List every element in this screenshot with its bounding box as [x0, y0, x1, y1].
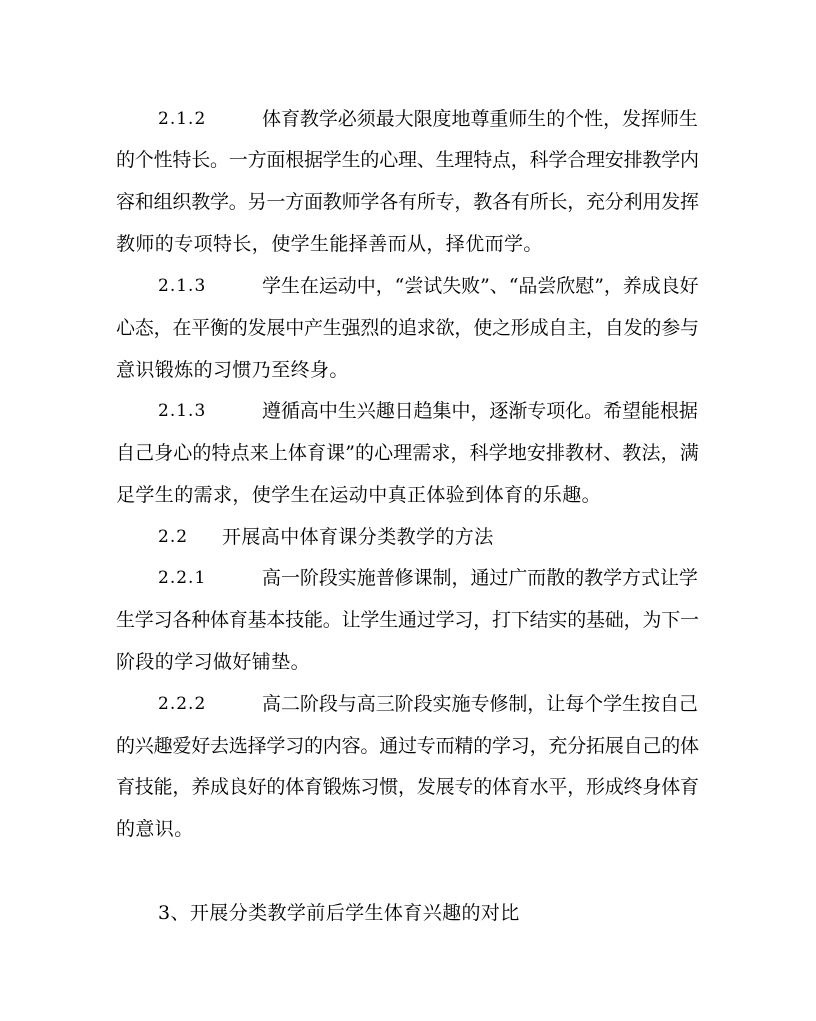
section-heading: 3、开展分类教学前后学生体育兴趣的对比: [158, 902, 520, 924]
paragraph-number: 2.1.3: [158, 276, 207, 296]
paragraph-line: 的兴趣爱好去选择学习的内容。通过专而精的学习，充分拓展自己的体: [116, 735, 699, 757]
paragraph-line: 高二阶段与高三阶段实施专修制，让每个学生按自己: [262, 693, 698, 715]
paragraph-line: 容和组织教学。另一方面教师学各有所专，教各有所长，充分利用发挥: [116, 191, 699, 213]
paragraph-line: 学生在运动中，“尝试失败”、“品尝欣慰”，养成良好: [262, 275, 699, 297]
paragraph-line: 教师的专项特长，使学生能择善而从，择优而学。: [116, 233, 543, 255]
paragraph-line: 育技能，养成良好的体育锻炼习惯，发展专的体育水平，形成终身体育: [116, 776, 699, 798]
paragraph-line: 遵循高中生兴趣日趋集中，逐渐专项化。希望能根据: [262, 400, 698, 422]
paragraph-number: 2.2.2: [158, 694, 207, 714]
paragraph-number: 2.1.2: [158, 109, 207, 129]
paragraph-line: 生学习各种体育基本技能。让学生通过学习，打下结实的基础，为下一: [116, 609, 699, 631]
paragraph-number: 2.1.3: [158, 401, 207, 421]
paragraph-line: 的个性特长。一方面根据学生的心理、生理特点，科学合理安排教学内: [116, 149, 699, 171]
paragraph-line: 心态，在平衡的发展中产生强烈的追求欲，使之形成自主，自发的参与: [116, 317, 699, 339]
subsection-title: 开展高中体育课分类教学的方法: [222, 526, 494, 548]
paragraph-number: 2.2.1: [158, 568, 207, 588]
paragraph-line: 自己身心的特点来上体育课”的心理需求，科学地安排教材、教法，满: [116, 442, 699, 464]
subsection-number: 2.2: [158, 527, 189, 547]
paragraph-line: 的意识。: [116, 818, 194, 840]
paragraph-line: 足学生的需求，使学生在运动中真正体验到体育的乐趣。: [116, 484, 602, 506]
paragraph-line: 阶段的学习做好铺垫。: [116, 651, 311, 673]
paragraph-line: 意识锻炼的习惯乃至终身。: [116, 359, 349, 381]
paragraph-line: 体育教学必须最大限度地尊重师生的个性，发挥师生: [262, 108, 698, 130]
paragraph-line: 高一阶段实施普修课制，通过广而散的教学方式让学: [262, 567, 698, 589]
